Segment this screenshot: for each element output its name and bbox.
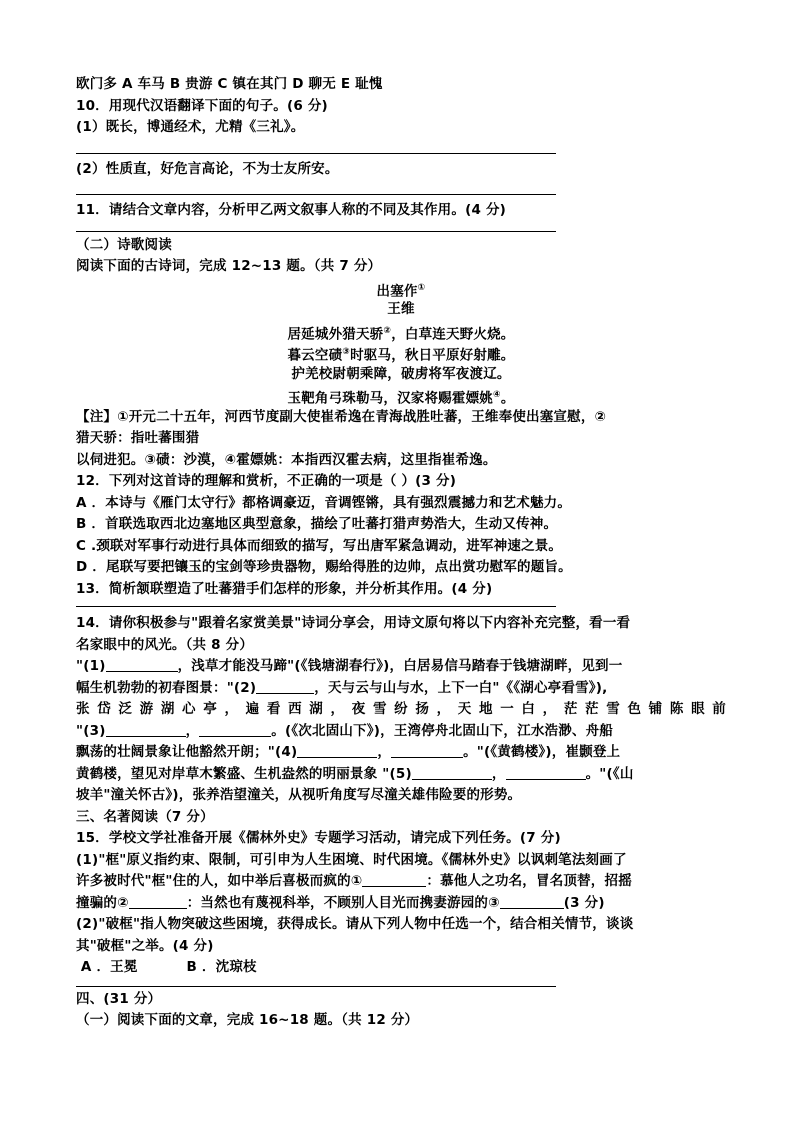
q10-sentence-1: (1）既长，博通经术，尤精《三礼》。 <box>76 119 305 135</box>
q9-options: 欧门多 A 车马 B 贵游 C 镇在其门 D 聊无 E 耻愧 <box>76 76 383 92</box>
q14-line-4: 幅生机勃勃的初春图景："(2) ，天与云与山与水，上下一白"《《湖心亭看雪》), <box>76 679 608 696</box>
fill-blank-5a[interactable] <box>412 765 492 780</box>
q14-line-6: "(3) ， 。(《次北固山下》)，王湾停舟北固山下，江水浩渺、舟船 <box>76 722 614 739</box>
section-poetry-heading: （二）诗歌阅读 <box>76 236 172 253</box>
q12-option-b[interactable]: B ．首联选取西北边塞地区典型意象，描绘了吐蕃打猎声势浩大，生动又传神。 <box>76 516 558 532</box>
q12-stem: 12．下列对这首诗的理解和赏析，不正确的一项是（ ）(3 分) <box>76 473 457 489</box>
fill-blank-4b[interactable] <box>391 743 463 758</box>
q12-option-c[interactable]: C .颈联对军事行动进行具体而细致的描写，写出唐军紧急调动，进军神速之景。 <box>76 537 563 554</box>
q15-line-3: 许多被时代"框"住的人，如中举后喜极而疯的① ：慕他人之功名，冒名顶替，招摇 <box>76 873 632 889</box>
poem-note-2: 猎天骄：指吐蕃围猎 <box>76 430 200 446</box>
poem-line-2: 暮云空碛③时驱马，秋日平原好射雕。 <box>287 347 515 364</box>
q12-option-a[interactable]: A ．本诗与《雁门太守行》都格调豪迈，音调铿锵，具有强烈震撼力和艺术魅力。 <box>76 494 572 511</box>
q15-line-5: (2)"破框"指人物突破这些困境，获得成长。请从下列人物中任选一个，结合相关情节，谈谈 <box>76 916 634 932</box>
fill-blank-1[interactable] <box>106 657 178 672</box>
fill-blank-5b[interactable] <box>506 765 586 780</box>
poem-line-3: 护羌校尉朝乘障，破虏将军夜渡辽。 <box>291 365 511 382</box>
q13-title: 13．简析颔联塑造了吐蕃猎手们怎样的形象，并分析其作用。(4 分) <box>76 580 493 597</box>
poem-line-4: 玉靶角弓珠勒马，汉家将赐霍嫖姚④。 <box>287 390 515 407</box>
section-classics-heading: 三、名著阅读（7 分） <box>76 808 214 825</box>
poetry-intro: 阅读下面的古诗词，完成 12~13 题。（共 7 分） <box>76 258 382 274</box>
q14-line-8: 黄鹤楼，望见对岸草木繁盛、生机盎然的明丽景象 "(5) ， 。"(《山 <box>76 765 634 782</box>
exam-page <box>76 74 726 1032</box>
q10-title: 10．用现代汉语翻译下面的句子。(6 分) <box>76 97 328 114</box>
q14-line-7: 飘荡的壮阔景象让他豁然开朗；"(4) ， 。"(《黄鹤楼》)，崔颢登上 <box>76 744 621 760</box>
fill-blank-3b[interactable] <box>199 722 271 737</box>
q15-line-6: 其"破框"之举。(4 分) <box>76 937 214 954</box>
q14-line-2: 名家眼中的风光。（共 8 分） <box>76 636 254 653</box>
fill-blank-15-2[interactable] <box>129 894 187 909</box>
q15-line-2: (1)"框"原义指约束、限制，可引申为人生困境、时代困境。《儒林外史》以讽刺笔法刻画了 <box>76 851 627 868</box>
fill-blank-15-3[interactable] <box>500 894 564 909</box>
poem-note-3: 以伺进犯。③碛：沙漠，④霍嫖姚：本指西汉霍去病，这里指崔希逸。 <box>76 451 497 468</box>
q10-sentence-2: (2）性质直，好危言高论，不为士友所安。 <box>76 160 339 177</box>
q14-line-1: 14．请你积极参与"跟着名家赏美景"诗词分享会，用诗文原句将以下内容补充完整，看一看 <box>76 615 631 631</box>
q15-line-4: 撞骗的② ：当然也有蔑视科举，不顾别人目光而携妻游园的③ (3 分) <box>76 894 605 911</box>
q11-title: 11．请结合文章内容，分析甲乙两文叙事人称的不同及其作用。(4 分) <box>76 202 507 218</box>
poem-note-1: 【注】①开元二十五年，河西节度副大使崔希逸在青海战胜吐蕃，王维奉使出塞宣慰，② <box>76 408 607 425</box>
poem-author: 王维 <box>387 301 415 317</box>
section-4-1-intro: （一）阅读下面的文章，完成 16~18 题。（共 12 分） <box>76 1012 419 1028</box>
section-4-heading: 四、(31 分） <box>76 990 162 1007</box>
q15-options[interactable]: A ．王冕 B ．沈琼枝 <box>76 959 257 975</box>
q12-option-d[interactable]: D ．尾联写要把镶玉的宝剑等珍贵器物，赐给得胜的边帅，点出赏功慰军的题旨。 <box>76 559 572 575</box>
q14-line-3: "(1) ，浅草才能没马蹄"(《钱塘湖春行》)，白居易信马踏春于钱塘湖畔，见到一 <box>76 658 623 674</box>
q14-line-9: 坡羊"潼关怀古》)，张养浩望潼关，从视听角度写尽潼关雄伟险要的形势。 <box>76 787 522 803</box>
fill-blank-4a[interactable] <box>297 743 377 758</box>
poem-line-1: 居延城外猎天骄②，白草连天野火烧。 <box>287 325 515 342</box>
fill-blank-2[interactable] <box>256 679 314 694</box>
fill-blank-3a[interactable] <box>106 722 186 737</box>
q14-line-5: 张岱泛游湖心亭，遍看西湖，夜雪纷扬，天地一白，茫茫雪色铺陈眼前 <box>76 701 726 717</box>
poem-title: 出塞作① <box>376 282 426 299</box>
fill-blank-15-1[interactable] <box>362 872 426 887</box>
q15-line-1: 15．学校文学社准备开展《儒林外史》专题学习活动，请完成下列任务。(7 分) <box>76 830 561 846</box>
